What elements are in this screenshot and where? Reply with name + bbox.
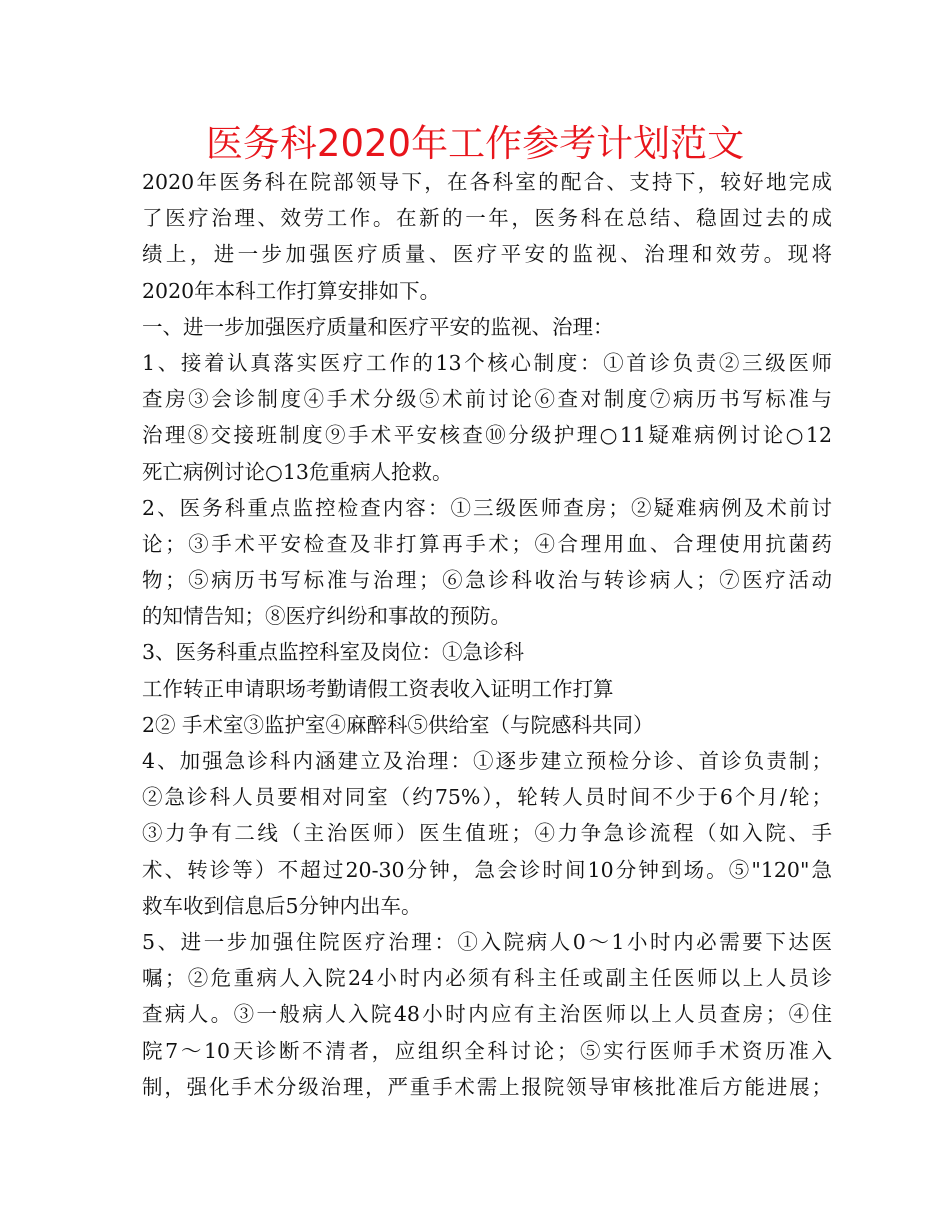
body-line: 4、加强急诊科内涵建立及治理：①逐步建立预检分诊、首诊负责制； [142, 749, 832, 773]
body-line: 了医疗治理、效劳工作。在新的一年，医务科在总结、稳固过去的成 [142, 206, 832, 231]
body-line: 救车收到信息后5分钟内出车。 [142, 893, 422, 918]
body-line: ②急诊科人员要相对同室（约75%），轮转人员时间不少于6个月/轮； [142, 785, 832, 810]
body-line: 查房③会诊制度④手术分级⑤术前讨论⑥查对制度⑦病历书写标准与 [142, 387, 832, 412]
body-line: 2② 手术室③监护室④麻醉科⑤供给室（与院感科共同） [142, 712, 654, 737]
body-line: 论；③手术平安检查及非打算再手术；④合理用血、合理使用抗菌药 [142, 531, 832, 556]
body-line: 一、进一步加强医疗质量和医疗平安的监视、治理： [142, 314, 614, 339]
document-title: 医务科2020年工作参考计划范文 [205, 122, 745, 165]
body-line: 2020年本科工作打算安排如下。 [142, 278, 441, 303]
body-line: 绩上，进一步加强医疗质量、医疗平安的监视、治理和效劳。现将 [142, 242, 832, 267]
body-line: 的知情告知；⑧医疗纠纷和事故的预防。 [142, 604, 511, 629]
body-line: ③力争有二线（主治医师）医生值班；④力争急诊流程（如入院、手 [142, 821, 832, 846]
body-line: 3、医务科重点监控科室及岗位：①急诊科 [142, 640, 525, 665]
body-line: 5、进一步加强住院医疗治理：①入院病人0～1小时内必需要下达医 [142, 929, 832, 954]
body-line: 死亡病例讨论○13危重病人抢救。 [142, 459, 453, 484]
body-line: 嘱；②危重病人入院24小时内必须有科主任或副主任医师以上人员诊 [142, 966, 832, 991]
document-body [142, 164, 832, 1105]
body-line: 治理⑧交接班制度⑨手术平安核查⑩分级护理○11疑难病例讨论○12 [142, 423, 832, 448]
body-line: 物；⑤病历书写标准与治理；⑥急诊科收治与转诊病人；⑦医疗活动 [142, 568, 832, 593]
body-line: 1、接着认真落实医疗工作的13个核心制度：①首诊负责②三级医师 [142, 350, 832, 375]
body-line: 术、转诊等）不超过20-30分钟，急会诊时间10分钟到场。⑤"120"急 [142, 857, 832, 882]
body-line: 工作转正申请职场考勤请假工资表收入证明工作打算 [142, 676, 614, 701]
body-line: 查病人。③一般病人入院48小时内应有主治医师以上人员查房；④住 [142, 1002, 832, 1027]
body-line: 制，强化手术分级治理，严重手术需上报院领导审核批准后方能进展； [142, 1074, 832, 1099]
body-line: 院7～10天诊断不清者，应组织全科讨论；⑤实行医师手术资历准入 [142, 1038, 832, 1063]
body-line: 2020年医务科在院部领导下，在各科室的配合、支持下，较好地完成 [142, 170, 832, 194]
body-line: 2、医务科重点监控检查内容：①三级医师查房；②疑难病例及术前讨 [142, 495, 832, 520]
